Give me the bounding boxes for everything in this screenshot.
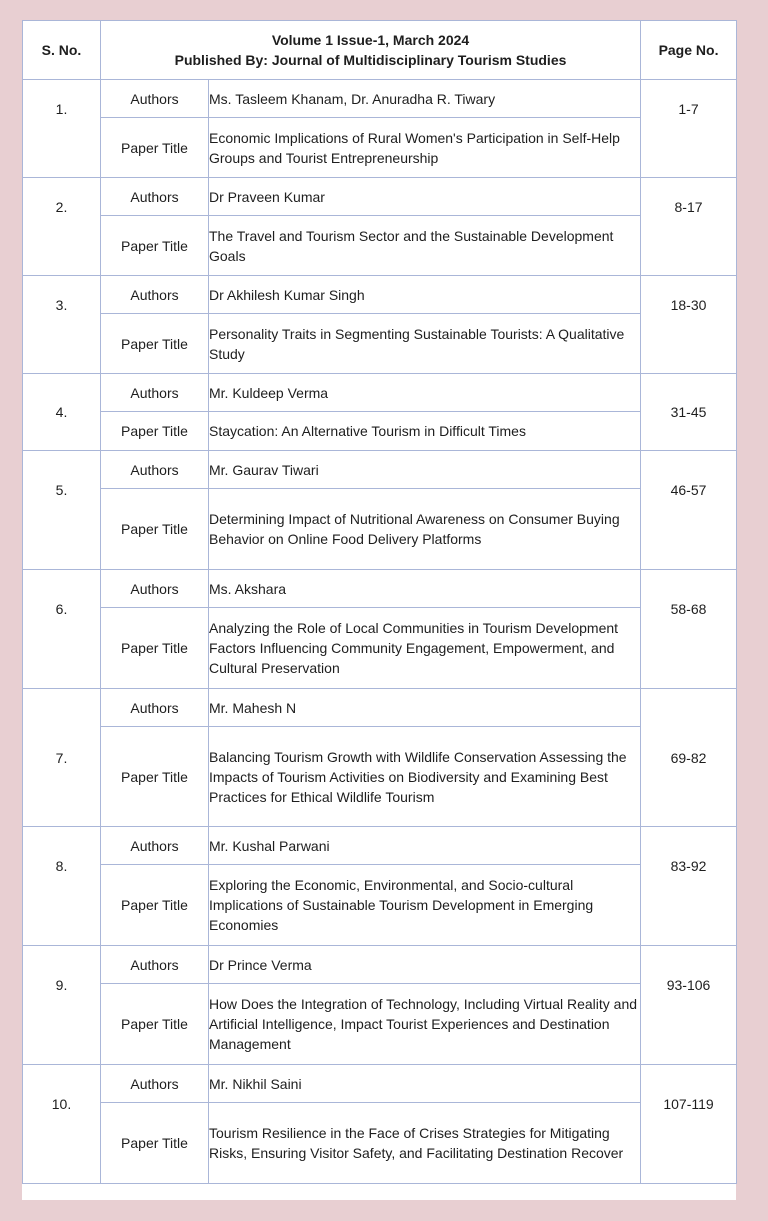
journal-header [101, 21, 641, 80]
entry-serial: 8. [23, 827, 101, 946]
entry-title: Tourism Resilience in the Face of Crises Strategies for Mitigating Risks, Ensuring Visitor Safety, and Facilitating Destination Recover [209, 1103, 641, 1184]
entry-authors-row [23, 570, 737, 608]
paper-title-label: Paper Title [101, 865, 209, 946]
entry-serial: 10. [23, 1065, 101, 1184]
entry-serial: 2. [23, 178, 101, 276]
entry-authors: Dr Praveen Kumar [209, 178, 641, 216]
entry-authors-row [23, 451, 737, 489]
authors-label: Authors [101, 689, 209, 727]
entry-pages: 1-7 [641, 80, 737, 178]
entry-title-row [23, 489, 737, 570]
entry-serial: 5. [23, 451, 101, 570]
entry-pages: 107-119 [641, 1065, 737, 1184]
entry-pages: 58-68 [641, 570, 737, 689]
contents-table [22, 20, 737, 1184]
paper-title-label: Paper Title [101, 216, 209, 276]
entry-authors-row [23, 1065, 737, 1103]
entry-serial: 4. [23, 374, 101, 451]
entry-authors-row [23, 946, 737, 984]
entry-pages: 69-82 [641, 689, 737, 827]
entry-authors: Mr. Mahesh N [209, 689, 641, 727]
page-header: Page No. [641, 21, 737, 80]
entry-authors: Ms. Akshara [209, 570, 641, 608]
volume-line: Volume 1 Issue-1, March 2024 [271, 32, 470, 48]
entry-title: Staycation: An Alternative Tourism in Difficult Times [209, 412, 641, 451]
entry-authors: Mr. Gaurav Tiwari [209, 451, 641, 489]
paper-title-label: Paper Title [101, 1103, 209, 1184]
entry-serial: 9. [23, 946, 101, 1065]
entry-pages: 46-57 [641, 451, 737, 570]
entry-authors: Mr. Kuldeep Verma [209, 374, 641, 412]
paper-title-label: Paper Title [101, 727, 209, 827]
entry-title-row [23, 1103, 737, 1184]
authors-label: Authors [101, 178, 209, 216]
paper-title-label: Paper Title [101, 984, 209, 1065]
header-row [23, 21, 737, 80]
authors-label: Authors [101, 946, 209, 984]
entry-authors-row [23, 689, 737, 727]
authors-label: Authors [101, 570, 209, 608]
entry-authors: Dr Akhilesh Kumar Singh [209, 276, 641, 314]
table-of-contents-sheet [22, 20, 736, 1200]
entry-pages: 18-30 [641, 276, 737, 374]
authors-label: Authors [101, 1065, 209, 1103]
authors-label: Authors [101, 374, 209, 412]
paper-title-label: Paper Title [101, 118, 209, 178]
entry-pages: 31-45 [641, 374, 737, 451]
paper-title-label: Paper Title [101, 608, 209, 689]
publisher-line: Published By: Journal of Multidisciplinary Tourism Studies [174, 52, 567, 68]
paper-title-label: Paper Title [101, 489, 209, 570]
entry-title: Personality Traits in Segmenting Sustainable Tourists: A Qualitative Study [209, 314, 641, 374]
authors-label: Authors [101, 276, 209, 314]
entry-title-row [23, 412, 737, 451]
paper-title-label: Paper Title [101, 412, 209, 451]
entry-title: The Travel and Tourism Sector and the Sustainable Development Goals [209, 216, 641, 276]
entry-title-row [23, 727, 737, 827]
entry-pages: 93-106 [641, 946, 737, 1065]
entry-serial: 7. [23, 689, 101, 827]
entry-authors: Dr Prince Verma [209, 946, 641, 984]
entry-title-row [23, 608, 737, 689]
entry-authors-row [23, 374, 737, 412]
entry-title: Determining Impact of Nutritional Awareness on Consumer Buying Behavior on Online Food Delivery Platforms [209, 489, 641, 570]
entry-authors-row [23, 80, 737, 118]
entry-title: How Does the Integration of Technology, Including Virtual Reality and Artificial Intelligence, Impact Tourist Experiences and Destination Management [209, 984, 641, 1065]
entry-authors-row [23, 178, 737, 216]
entry-title-row [23, 216, 737, 276]
entry-title: Economic Implications of Rural Women's Participation in Self-Help Groups and Tourist Entrepreneurship [209, 118, 641, 178]
entry-authors-row [23, 276, 737, 314]
sno-header: S. No. [23, 21, 101, 80]
entry-authors: Ms. Tasleem Khanam, Dr. Anuradha R. Tiwary [209, 80, 641, 118]
authors-label: Authors [101, 451, 209, 489]
entry-pages: 83-92 [641, 827, 737, 946]
entry-title-row [23, 314, 737, 374]
paper-title-label: Paper Title [101, 314, 209, 374]
entry-serial: 3. [23, 276, 101, 374]
entry-serial: 1. [23, 80, 101, 178]
entry-title: Exploring the Economic, Environmental, and Socio-cultural Implications of Sustainable Tourism Development in Emerging Economies [209, 865, 641, 946]
entry-serial: 6. [23, 570, 101, 689]
entry-title-row [23, 984, 737, 1065]
entry-pages: 8-17 [641, 178, 737, 276]
entry-title-row [23, 118, 737, 178]
entry-authors-row [23, 827, 737, 865]
entry-title: Balancing Tourism Growth with Wildlife Conservation Assessing the Impacts of Tourism Activities on Biodiversity and Examining Best Practices for Ethical Wildlife Tourism [209, 727, 641, 827]
entry-authors: Mr. Kushal Parwani [209, 827, 641, 865]
entry-title: Analyzing the Role of Local Communities in Tourism Development Factors Influencing Community Engagement, Empowerment, and Cultural Preservation [209, 608, 641, 689]
authors-label: Authors [101, 80, 209, 118]
entry-title-row [23, 865, 737, 946]
authors-label: Authors [101, 827, 209, 865]
entry-authors: Mr. Nikhil Saini [209, 1065, 641, 1103]
